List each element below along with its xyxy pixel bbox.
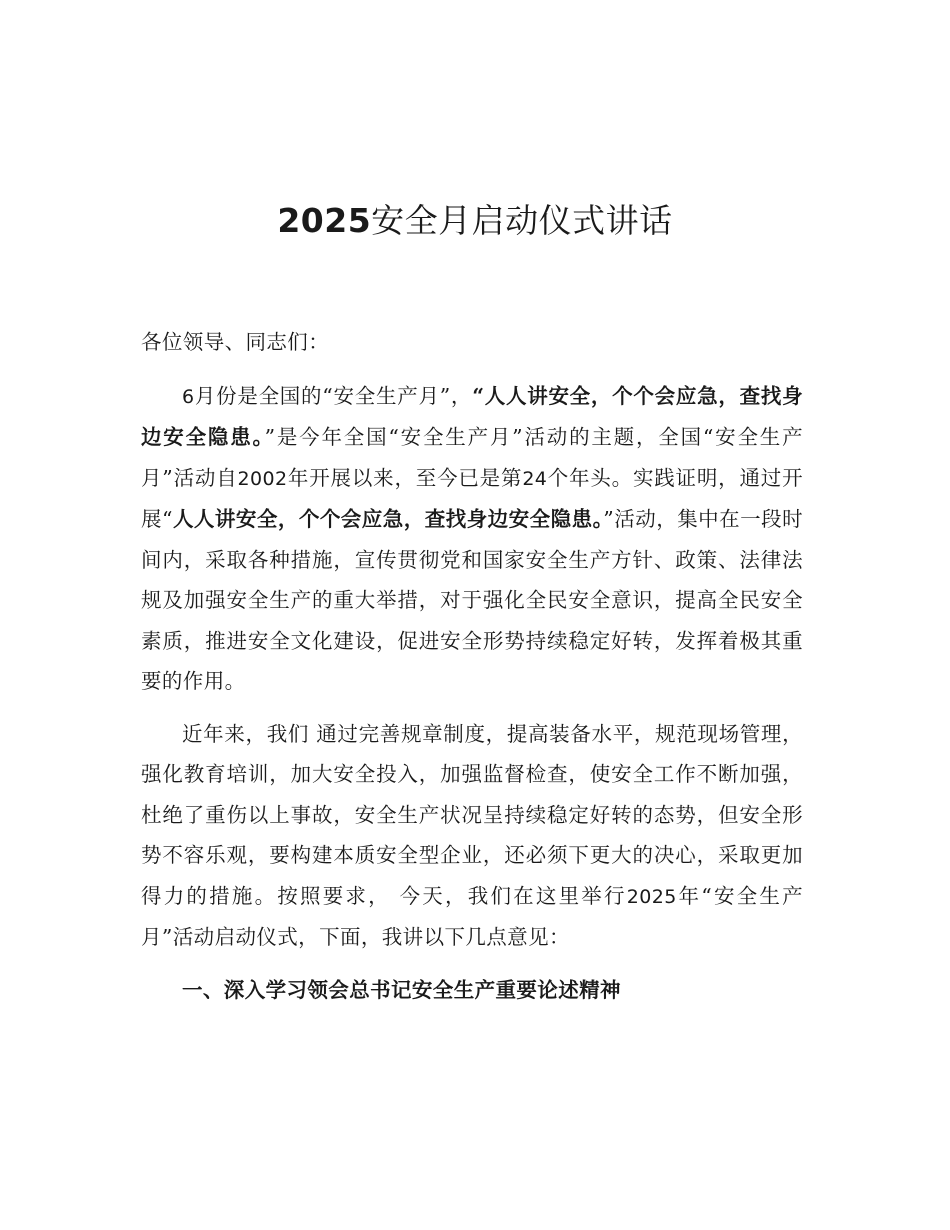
p2-text-a: 近年来，我们 通过完善规章制度，提高装备水平，规范现场管理，强化教育培训，加大安全投入，加强监督检查，使安全工作不断加强，杜绝了重伤以上事故，安全生产状况呈持续稳定好转的态势，但安全形势不容乐观，要构建本质安全型企业，还必须下更大的决心，采取更加得力的措施。按照要求， 今天，我们在这里举行: [141, 721, 803, 908]
p1-theme-quote-2: 人人讲安全，个个会应急，查找身边安全隐患。: [172, 507, 604, 531]
p1-text-c: 年开展以来，至今已是第: [287, 465, 523, 490]
p1-year: 2002: [237, 467, 288, 490]
p1-text-e: ”活动，集中在一段时间内，采取各种措施，宣传贯彻党和国家安全生产方针、政策、法律法规及加强安全生产的重大举措，对于强化全民安全意识，提高全民安全素质，推进安全文化建设，促进安全形势持续稳定好转，发挥着极其重要的作用。: [141, 507, 804, 693]
section-heading-1: 一、深入学习领会总书记安全生产重要论述精神: [182, 977, 621, 1002]
p1-month: 6: [182, 385, 195, 408]
document-body: [141, 322, 803, 1010]
p1-text-a: 月份是全国的“安全生产月”，: [194, 383, 473, 408]
salutation: 各位领导、同志们：: [141, 330, 330, 354]
p1-text-d: 个年头。实践证明，通过开展“: [141, 465, 803, 531]
paragraph-2: [141, 714, 803, 958]
document-title: [0, 196, 950, 246]
p2-year: 2025: [626, 885, 677, 908]
p2-text-b: 年“安全生产月”活动启动仪式，下面，我讲以下几点意见：: [141, 883, 803, 949]
p1-text-b: ”是今年全国“安全生产月”活动的主题，全国“安全生产月”活动自: [141, 425, 803, 490]
p1-theme-quote: “人人讲安全，个个会应急，查找身边安全隐患。: [141, 383, 803, 449]
title-text: 安全月启动仪式讲话: [371, 201, 673, 240]
paragraph-1: [141, 376, 803, 702]
p1-count: 24: [522, 467, 548, 490]
title-year: 2025: [277, 201, 372, 240]
